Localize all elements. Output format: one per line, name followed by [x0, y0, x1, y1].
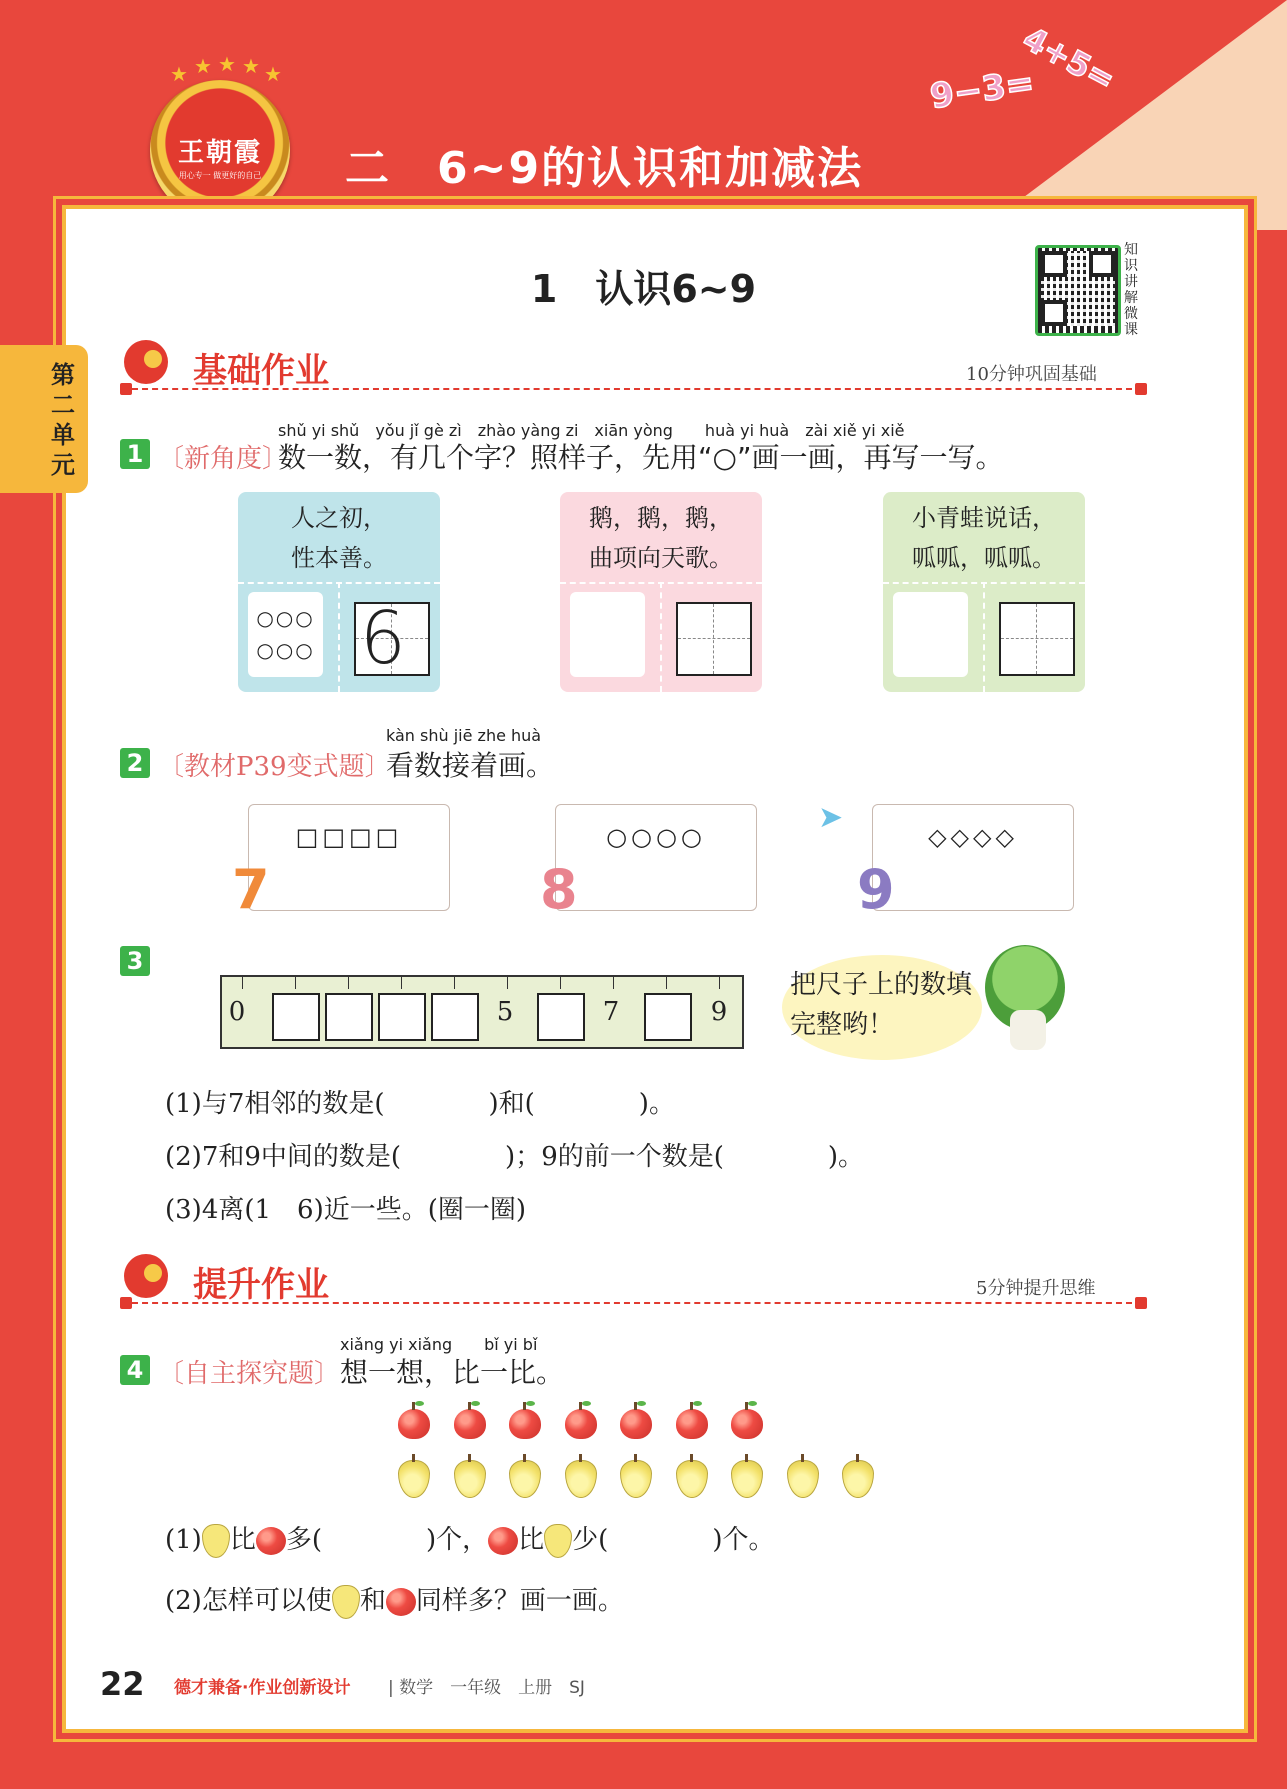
- digit-label-9: 9: [857, 858, 895, 921]
- q4-item-1-label: (1): [165, 1525, 202, 1555]
- qr-code[interactable]: [1041, 251, 1115, 326]
- number-ruler: [220, 975, 744, 1049]
- circle-drawing-box[interactable]: [570, 592, 645, 677]
- apple-icon: [620, 1409, 652, 1439]
- draw-box-8[interactable]: [555, 804, 757, 911]
- qr-label: 知识讲解微课: [1124, 242, 1138, 338]
- pear-icon: [202, 1524, 230, 1558]
- q4-text: 想一想，比一比。: [340, 1356, 565, 1389]
- draw-box-9[interactable]: [872, 804, 1074, 911]
- q3-item-1: (1)与7相邻的数是( )和( )。: [165, 1089, 675, 1119]
- poem-card-1: [238, 492, 440, 692]
- given-shapes: ○○○○: [606, 823, 706, 851]
- q3-item-3: (3)4离(1 6)近一些。(圈一圈): [165, 1195, 527, 1225]
- ruler-answer-box-6[interactable]: [537, 993, 585, 1041]
- question-number-3: 3: [120, 946, 150, 976]
- apple-icon: [454, 1409, 486, 1439]
- speech-bubble-text: 把尺子上的数填完整哟！: [790, 970, 973, 1040]
- poem-card-line: 性本善。: [291, 544, 387, 572]
- ruler-tick: [454, 977, 455, 989]
- q2-text: 看数接着画。: [386, 749, 555, 782]
- q4-item-2-text: 和: [359, 1586, 386, 1616]
- poem-card-line: 小青蛙说话，: [912, 504, 1056, 532]
- q1-text: 数一数，有几个字？照样子，先用“○”画一画，再写一写。: [278, 441, 1004, 474]
- ruler-tick: [242, 977, 243, 989]
- ruler-tick: [401, 977, 402, 989]
- apple-icon: [386, 1588, 416, 1616]
- poem-card-3: [883, 492, 1085, 692]
- q2-pinyin: kàn shù jiē zhe huà: [386, 726, 542, 745]
- q4-pinyin: xiǎng yi xiǎng bǐ yi bǐ: [340, 1335, 538, 1354]
- poem-card-line: 鹅，鹅，鹅，: [589, 504, 733, 532]
- sample-digit: 6: [360, 596, 406, 680]
- ruler-number-9: 9: [710, 997, 728, 1027]
- q4-item-1-text: 多( )个，: [285, 1525, 489, 1555]
- card-divider: [660, 582, 662, 692]
- section-line-dot: [120, 383, 132, 395]
- apple-icon: [565, 1409, 597, 1439]
- card-divider: [983, 582, 985, 692]
- poem-card-line: 人之初，: [291, 504, 387, 532]
- q2-tag: 〔教材P39变式题〕: [158, 752, 391, 782]
- q4-tag: 〔自主探究题〕: [158, 1359, 341, 1389]
- q4-item-2-text: 同样多？画一画。: [415, 1586, 624, 1616]
- question-number-2: 2: [120, 748, 150, 778]
- ruler-tick: [719, 977, 720, 989]
- poem-card-2: [560, 492, 762, 692]
- megaphone-icon: [124, 340, 168, 384]
- q4-item-1-text: 比: [518, 1525, 545, 1555]
- given-shapes: ◇◇◇◇: [928, 823, 1018, 851]
- q4-item-1-text: 比: [229, 1525, 256, 1555]
- sample-circles: ○○○: [256, 638, 315, 662]
- logo-text: 王朝霞: [177, 138, 262, 168]
- writing-grid[interactable]: [676, 602, 752, 676]
- circle-drawing-box[interactable]: [248, 592, 323, 677]
- q4-item-2-text: (2)怎样可以使: [165, 1586, 332, 1616]
- writing-grid[interactable]: [999, 602, 1075, 676]
- ruler-answer-box-2[interactable]: [325, 993, 373, 1041]
- digit-label-7: 7: [232, 858, 270, 921]
- page-number: 22: [100, 1665, 145, 1703]
- book-title: 德才兼备·作业创新设计: [174, 1678, 351, 1698]
- ruler-answer-box-8[interactable]: [644, 993, 692, 1041]
- section-title-basic: 基础作业: [193, 351, 329, 391]
- apple-icon: [676, 1409, 708, 1439]
- section-title-advanced: 提升作业: [193, 1265, 329, 1305]
- ruler-tick: [560, 977, 561, 989]
- section-note-advanced: 5分钟提升思维: [976, 1278, 1096, 1299]
- writing-grid[interactable]: [354, 596, 430, 680]
- megaphone-icon: [124, 1254, 168, 1298]
- question-number-1: 1: [120, 439, 150, 469]
- section-note-basic: 10分钟巩固基础: [966, 364, 1097, 385]
- apple-icon: [509, 1409, 541, 1439]
- ruler-answer-box-4[interactable]: [431, 993, 479, 1041]
- section-line-dot: [1135, 1297, 1147, 1309]
- given-shapes: □□□□: [295, 823, 403, 851]
- ruler-tick: [666, 977, 667, 989]
- draw-box-7[interactable]: [248, 804, 450, 911]
- logo-slogan: 用心专一 做更好的自己: [178, 171, 262, 180]
- section-line-dot: [1135, 383, 1147, 395]
- book-subtitle: | 数学 一年级 上册 SJ: [388, 1678, 585, 1698]
- question-number-4: 4: [120, 1355, 150, 1385]
- digit-label-8: 8: [540, 858, 578, 921]
- cabbage-character-body: [1010, 1010, 1046, 1050]
- chapter-title: 二 6~9的认识和加减法: [345, 143, 864, 194]
- sample-circles: ○○○: [256, 606, 315, 630]
- section-divider: [132, 1302, 1132, 1304]
- apple-icon: [731, 1409, 763, 1439]
- decor-equation-1: 9−3=: [927, 62, 1037, 118]
- q4-item-2: [165, 1580, 624, 1619]
- q4-item-1: [165, 1519, 774, 1558]
- apple-icon: [256, 1527, 286, 1555]
- ruler-number-7: 7: [602, 997, 620, 1027]
- pear-icon: [332, 1585, 360, 1619]
- ruler-tick: [613, 977, 614, 989]
- decor-equation-2: 4+5=: [1016, 19, 1122, 99]
- apple-icon: [488, 1527, 518, 1555]
- section-line-dot: [120, 1297, 132, 1309]
- section-divider: [132, 388, 1132, 390]
- poem-card-line: 曲项向天歌。: [589, 544, 733, 572]
- ruler-number-5: 5: [496, 997, 514, 1027]
- ruler-tick: [507, 977, 508, 989]
- ruler-tick: [348, 977, 349, 989]
- card-divider: [338, 582, 340, 692]
- lesson-title: 1 认识6~9: [530, 267, 757, 311]
- unit-side-tab-label: 第二单元: [51, 361, 75, 479]
- ruler-tick: [295, 977, 296, 989]
- apple-icon: [398, 1409, 430, 1439]
- circle-drawing-box[interactable]: [893, 592, 968, 677]
- q1-pinyin: shǔ yi shǔ yǒu jǐ gè zì zhào yàng zi xiān yòng huà yi huà zài xiě yi xiě: [278, 421, 905, 440]
- q4-item-1-text: 少( )个。: [572, 1525, 775, 1555]
- ruler-answer-box-3[interactable]: [378, 993, 426, 1041]
- q3-item-2: (2)7和9中间的数是( )；9的前一个数是( )。: [165, 1142, 865, 1172]
- pear-icon: [544, 1524, 572, 1558]
- paper-plane-icon: ➤: [818, 800, 844, 835]
- ruler-answer-box-1[interactable]: [272, 993, 320, 1041]
- page-header: [0, 0, 1287, 215]
- ruler-number-0: 0: [228, 997, 246, 1027]
- poem-card-line: 呱呱，呱呱。: [912, 544, 1056, 572]
- publisher-logo: ★ ★ ★ ★ ★ 王朝霞 用心专一 做更好的自己: [150, 80, 290, 220]
- q1-tag: 〔新角度〕: [158, 444, 289, 474]
